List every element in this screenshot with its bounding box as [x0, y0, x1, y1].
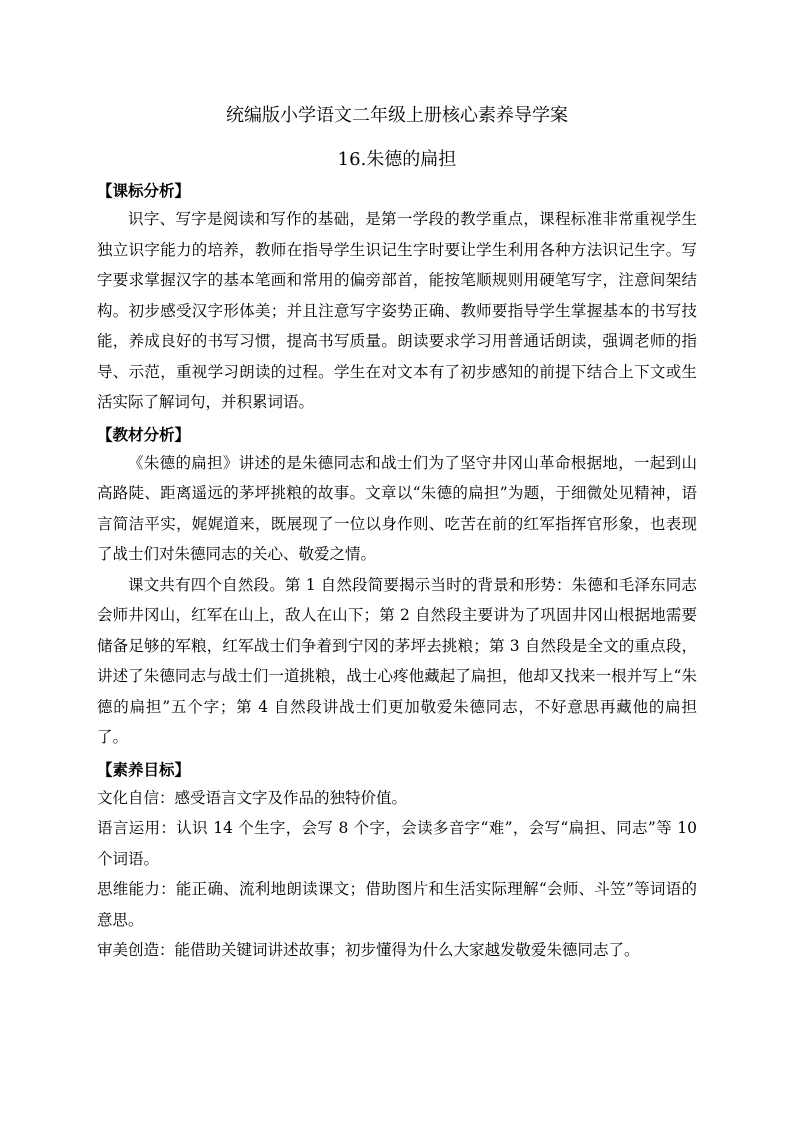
goal-culture: 文化自信：感受语言文字及作品的独特价值。	[97, 788, 408, 807]
goal-thinking: 思维能力：能正确、流利地朗读课文；借助图片和生活实际理解“会师、斗笠”等词语的意思。	[97, 880, 697, 929]
document-title: 统编版小学语文二年级上册核心素养导学案	[226, 105, 568, 126]
section-heading-textbook: 【教材分析】	[97, 424, 191, 444]
section-heading-curriculum: 【课标分析】	[97, 181, 191, 200]
goal-language: 语言运用：认识 14 个生字，会写 8 个字，会读多音字“难”，会写“扁担、同志”等 10 个词语。	[97, 819, 697, 868]
curriculum-paragraph: 识字、写字是阅读和写作的基础，是第一学段的教学重点，课程标准非常重视学生独立识字能力的培养，教师在指导学生识记生字时要让学生利用各种方法识记生字。写字要求掌握汉字的基本笔画和常用的偏旁部首，能按笔顺规则用硬笔写字，注意间架结构。初步感受汉字形体美；并且注意写字姿势正确、教师要指导学生掌握基本的书写技能，养成良好的书写习惯，提高书写质量。朗读要求学习用普通话朗读，强调老师的指导、示范，重视学习朗读的过程。学生在对文本有了初步感知的前提下结合上下文或生活实际了解词句，并积累词语。	[97, 210, 697, 411]
textbook-paragraph-1: 《朱德的扁担》讲述的是朱德同志和战士们为了坚守井冈山革命根据地，一起到山高路陡、距离遥远的茅坪挑粮的故事。文章以“朱德的扁担”为题，于细微处见精神，语言简洁平实，娓娓道来，既展现了一位以身作则、吃苦在前的红军指挥官形象，也表现了战士们对朱德同志的关心、敬爱之情。	[97, 453, 697, 563]
section-heading-goals: 【素养目标】	[97, 759, 191, 779]
document-content	[97, 100, 697, 966]
lesson-title: 16.朱德的扁担	[337, 149, 457, 170]
textbook-paragraph-2: 课文共有四个自然段。第 1 自然段简要揭示当时的背景和形势：朱德和毛泽东同志会师井冈山，红军在山上，敌人在山下；第 2 自然段主要讲为了巩固井冈山根据地需要储备足够的军粮，红军战士们争着到宁冈的茅坪去挑粮；第 3 自然段是全文的重点段，讲述了朱德同志与战士们一道挑粮，战士心疼他藏起了扁担，他却又找来一根并写上“朱德的扁担”五个字；第 4 自然段讲战士们更加敬爱朱德同志，不好意思再藏他的扁担了。	[97, 575, 697, 746]
goal-aesthetic: 审美创造：能借助关键词讲述故事；初步懂得为什么大家越发敬爱朱德同志了。	[97, 941, 640, 959]
